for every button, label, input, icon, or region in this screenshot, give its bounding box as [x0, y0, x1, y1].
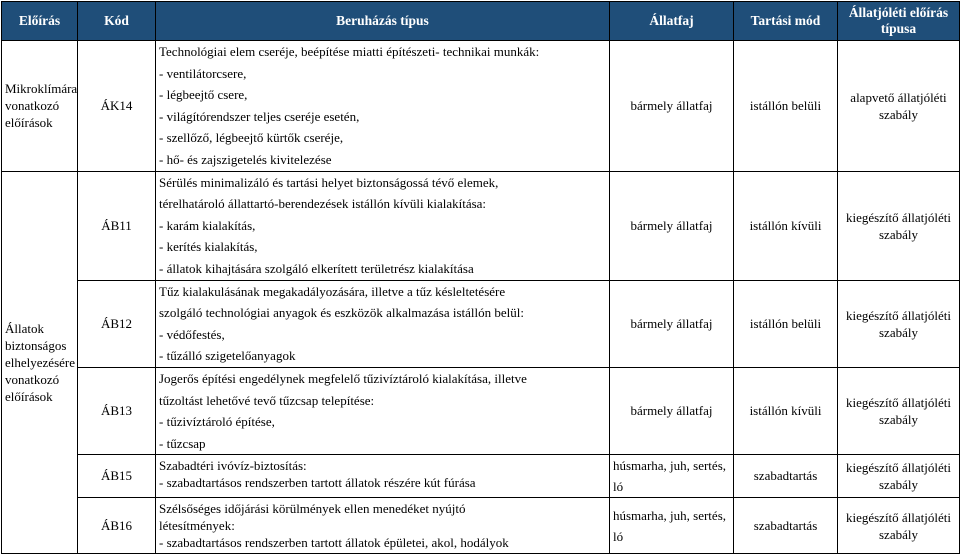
row-welfare-rule: kiegészítő állatjóléti szabály — [838, 498, 960, 554]
row-welfare-rule: kiegészítő állatjóléti szabály — [838, 171, 960, 280]
header-kod: Kód — [78, 2, 156, 41]
row-welfare-rule: alapvető állatjóléti szabály — [838, 41, 960, 172]
description-line: - szellőző, légbeejtő kürtők cseréje, — [159, 130, 344, 146]
header-allatjoleti-eloiras-tipusa: Állatjóléti előírás típusa — [838, 2, 960, 41]
description-line: Technológiai elem cseréje, beépítése miatti építészeti- technikai munkák: — [159, 44, 540, 59]
description-line: - légbeejtő csere, — [159, 87, 248, 103]
table-row — [2, 455, 960, 498]
row-species: bármely állatfaj — [610, 171, 734, 280]
description-line: Tűz kialakulásának megakadályozására, illetve a tűz késleltetésére — [159, 283, 506, 299]
description-line: Jogerős építési engedélynek megfelelő tűzivíztároló kialakítása, illetve — [159, 370, 527, 386]
row-code: ÁB15 — [78, 455, 156, 498]
regulation-table — [1, 1, 960, 554]
table-row — [2, 498, 960, 554]
table-row — [2, 41, 960, 172]
row-description — [156, 280, 610, 367]
row-description — [156, 41, 610, 172]
description-line: szolgáló technológiai anyagok és eszközök alkalmazása istállón belül: — [159, 305, 524, 321]
description-line: tűzoltást lehetővé tevő tűzcsap telepítése: — [159, 392, 375, 408]
row-code: ÁB11 — [78, 171, 156, 280]
description-line: - szabadtartásos rendszerben tartott állatok részére kút fúrása — [159, 475, 476, 491]
description-line: - tűzivíztároló építése, — [159, 414, 275, 430]
row-keeping-mode: istállón belüli — [734, 280, 838, 367]
description-line: Szélsőséges időjárási körülmények ellen menedéket nyújtó — [159, 501, 466, 517]
row-code: ÁB16 — [78, 498, 156, 554]
row-welfare-rule: kiegészítő állatjóléti szabály — [838, 367, 960, 454]
category-mikroklima: Mikroklímára vonatkozó előírások — [2, 41, 78, 172]
description-line: - védőfestés, — [159, 326, 225, 342]
header-beruhazas-tipus: Beruházás típus — [156, 2, 610, 41]
description-line: - hő- és zajszigetelés kivitelezése — [159, 151, 332, 167]
description-line: létesítmények: — [159, 518, 235, 534]
description-line: Szabadtéri ivóvíz-biztosítás: — [159, 458, 307, 474]
row-keeping-mode: szabadtartás — [734, 498, 838, 554]
description-line: - szabadtartásos rendszerben tartott állatok épületei, akol, hodályok — [159, 535, 509, 551]
description-line: térelhatároló állattartó-berendezések istállón kívüli kialakítása: — [159, 196, 487, 212]
header-row — [2, 2, 960, 41]
row-species: húsmarha, juh, sertés, ló — [610, 455, 734, 498]
row-welfare-rule: kiegészítő állatjóléti szabály — [838, 280, 960, 367]
description-line: - tűzcsap — [159, 435, 206, 451]
row-code: ÁB12 — [78, 280, 156, 367]
row-description — [156, 171, 610, 280]
row-species: bármely állatfaj — [610, 280, 734, 367]
row-species: bármely állatfaj — [610, 41, 734, 172]
description-line: - karám kialakítás, — [159, 217, 256, 233]
row-code: ÁB13 — [78, 367, 156, 454]
header-tartasi-mod: Tartási mód — [734, 2, 838, 41]
table-row — [2, 367, 960, 454]
header-allatfaj: Állatfaj — [610, 2, 734, 41]
description-line: - tűzálló szigetelőanyagok — [159, 348, 296, 364]
description-line: - kerítés kialakítás, — [159, 239, 258, 255]
row-species: bármely állatfaj — [610, 367, 734, 454]
header-eloiras: Előírás — [2, 2, 78, 41]
row-keeping-mode: szabadtartás — [734, 455, 838, 498]
description-line: - világítórendszer teljes cseréje esetén, — [159, 108, 360, 124]
description-line: - ventilátorcsere, — [159, 65, 247, 81]
row-welfare-rule: kiegészítő állatjóléti szabály — [838, 455, 960, 498]
row-keeping-mode: istállón kívüli — [734, 367, 838, 454]
row-description — [156, 367, 610, 454]
description-line: - állatok kihajtására szolgáló elkerített területrész kialakítása — [159, 260, 474, 276]
category-biztonsagos-elhelyezes: Állatok biztonságos elhelyezésére vonatkozó előírások — [2, 171, 78, 554]
row-species: húsmarha, juh, sertés, ló — [610, 498, 734, 554]
row-keeping-mode: istállón kívüli — [734, 171, 838, 280]
row-code: ÁK14 — [78, 41, 156, 172]
table-row — [2, 171, 960, 280]
table-row — [2, 280, 960, 367]
row-description — [156, 455, 610, 498]
row-keeping-mode: istállón belüli — [734, 41, 838, 172]
description-line: Sérülés minimalizáló és tartási helyet biztonságossá tévő elemek, — [159, 174, 499, 190]
row-description — [156, 498, 610, 554]
